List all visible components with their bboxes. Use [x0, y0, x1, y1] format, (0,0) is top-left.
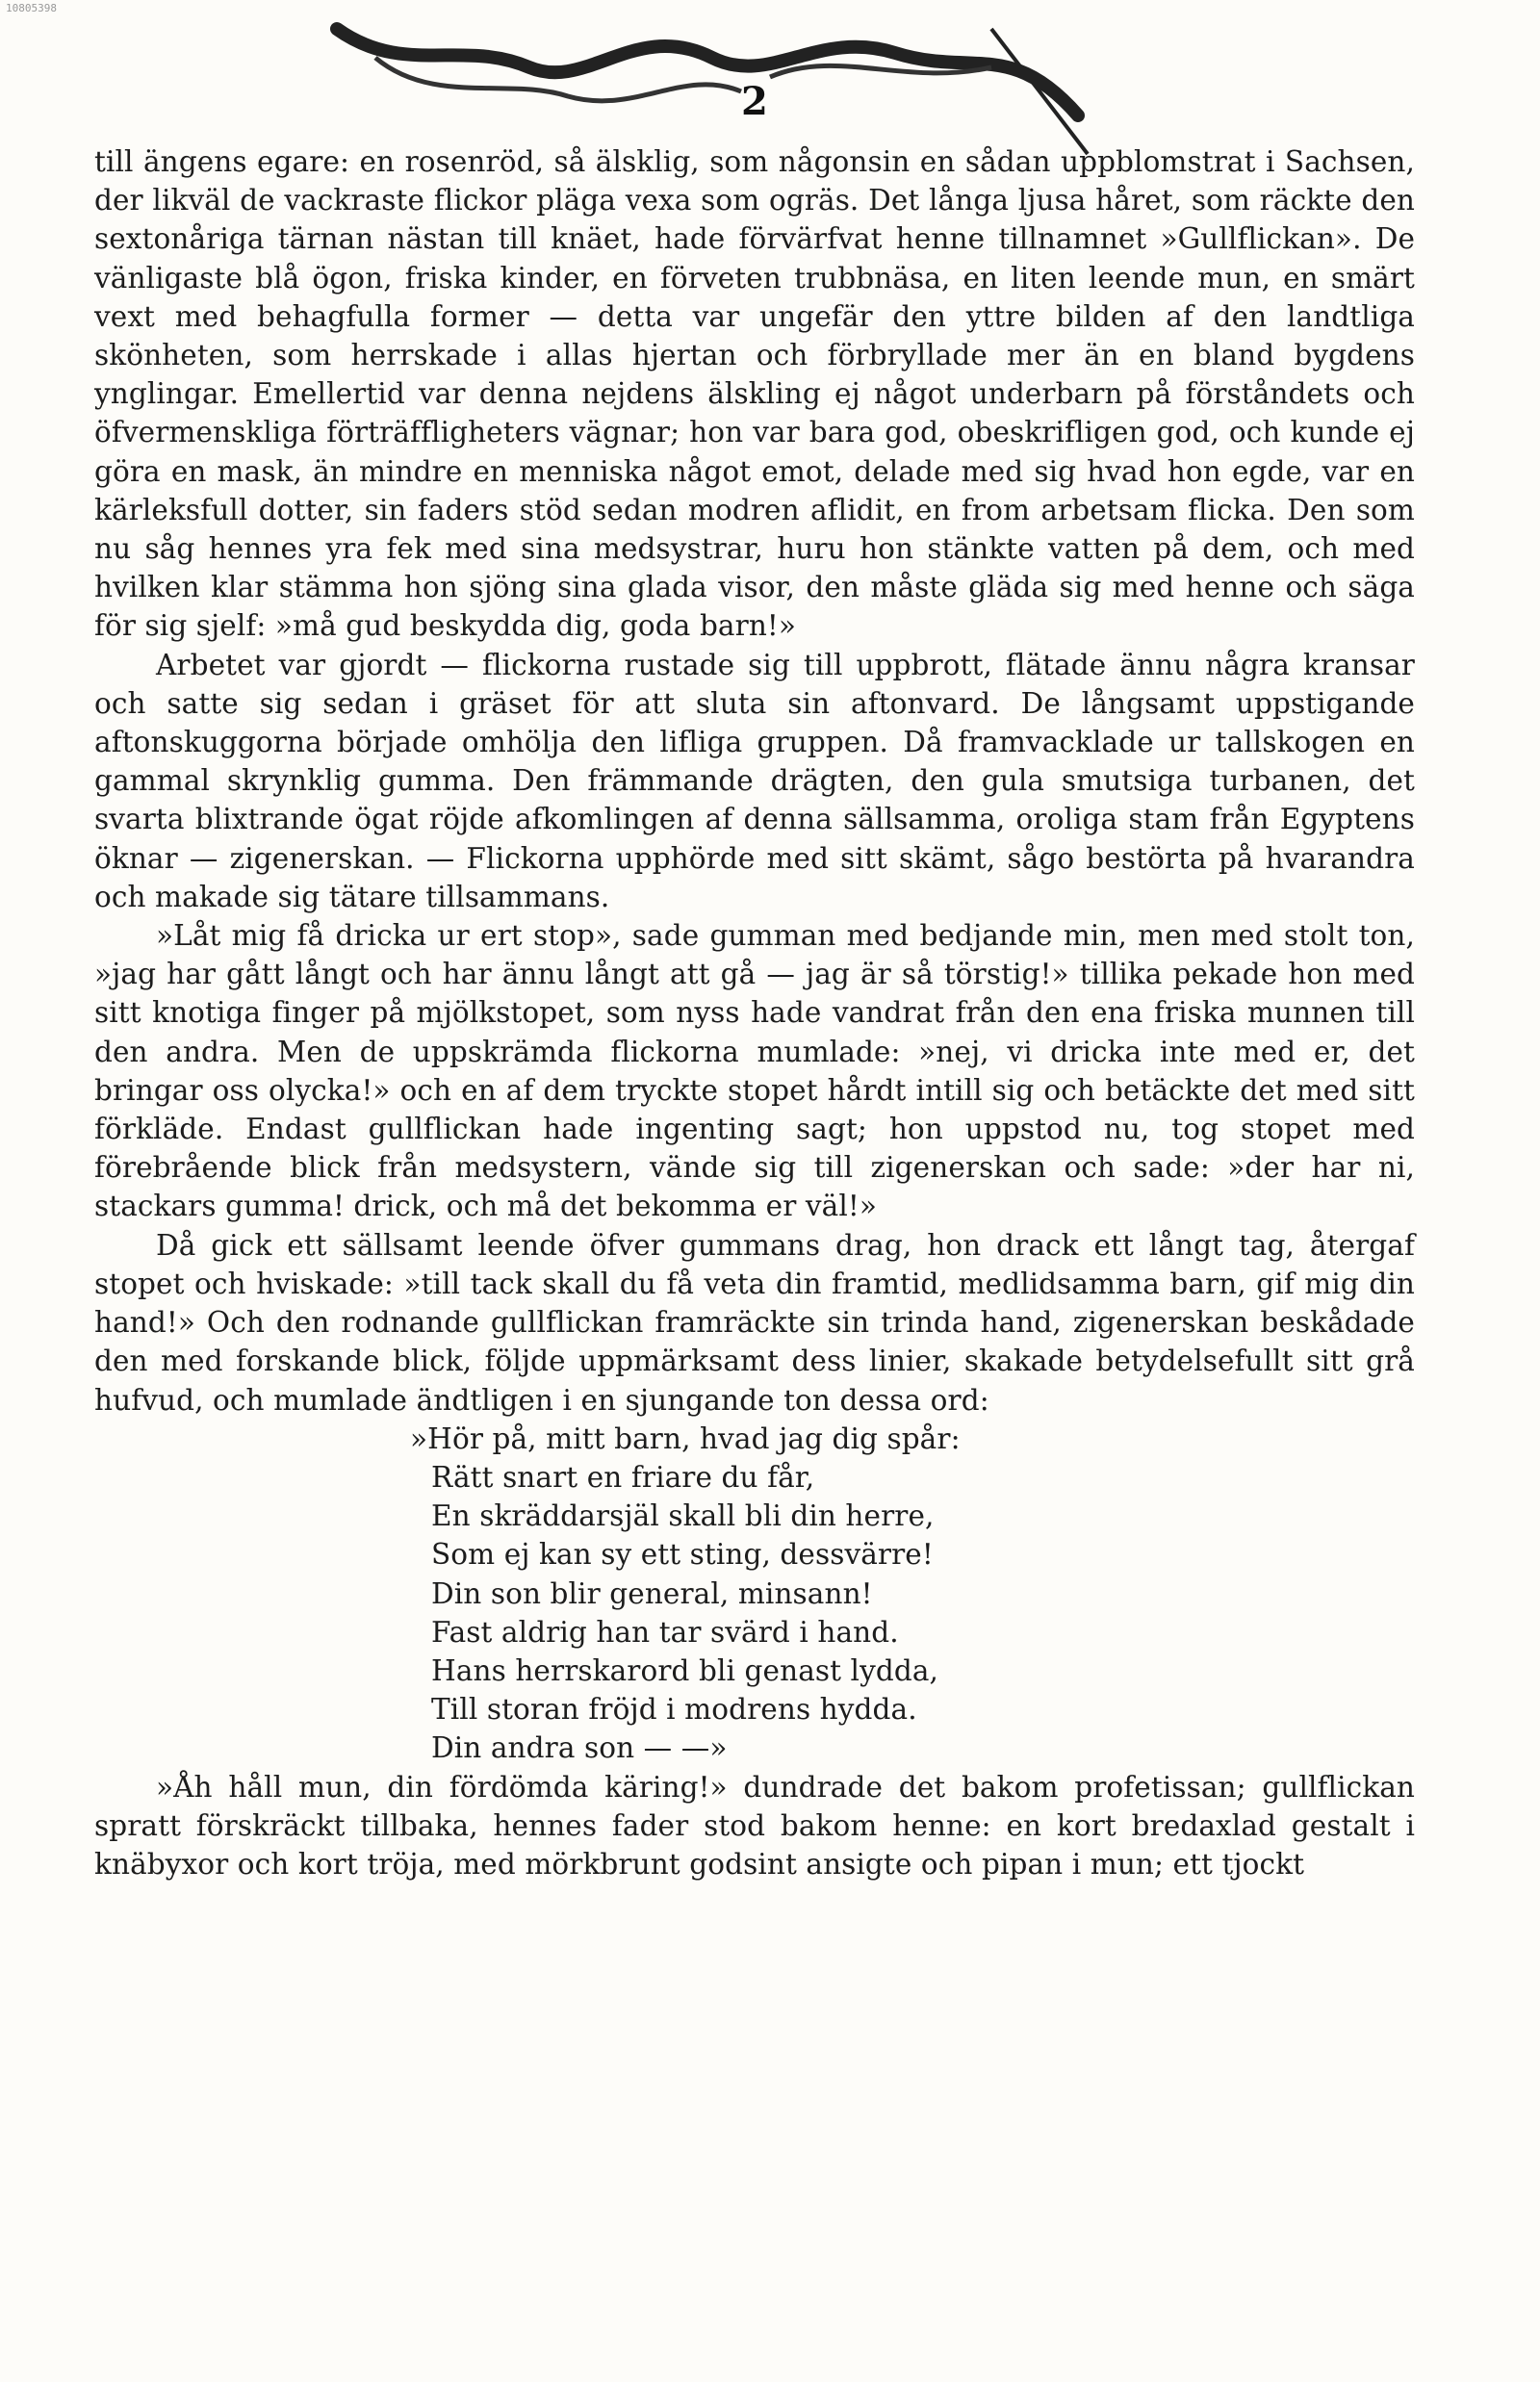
catalog-stamp: 10805398: [6, 2, 57, 14]
poem-line: Rätt snart en friare du får,: [431, 1460, 815, 1494]
poem-line: Som ej kan sy ett sting, dessvärre!: [431, 1538, 934, 1572]
poem-line: »Hör på, mitt barn, hvad jag dig spår:: [410, 1422, 961, 1455]
poem-line: Din andra son — —»: [431, 1731, 728, 1765]
poem-line: Fast aldrig han tar svärd i hand.: [431, 1615, 899, 1649]
poem-line: En skräddarsjäl skall bli din herre,: [431, 1499, 935, 1533]
poem: [410, 1420, 1415, 1768]
paragraph: Då gick ett sällsamt leende öfver gummans drag, hon drack ett långt tag, återgaf stopet och hviskade: »till tack skall du få veta din framtid, medlidsamma barn, gif mig din hand!» Och den rodnande gullflickan framräckte sin trinda hand, zigenerskan beskådade den med forskande blick, följde uppmärksamt dess linier, skakade betydelsefullt sitt grå hufvud, och mumlade ändtligen i en sjungande ton dessa ord:: [94, 1228, 1415, 1417]
page-number: 2: [741, 79, 768, 124]
poem-line: Till storan fröjd i modrens hydda.: [431, 1693, 917, 1727]
poem-line: Hans herrskarord bli genast lydda,: [431, 1653, 938, 1687]
paragraph: »Låt mig få dricka ur ert stop», sade gumman med bedjande min, men med stolt ton, »jag har gått långt och har ännu långt att gå — jag är så törstig!» tillika pekade hon med sitt knotiga finger på mjölkstopet, som nyss hade vandrat från den ena friska munnen till den andra. Men de uppskrämda flickorna mumlade: »nej, vi dricka inte med er, det bringar oss olycka!» och en af dem tryckte stopet hårdt intill sig och betäckte det med sitt förkläde. Endast gullflickan hade ingenting sagt; hon uppstod nu, tog stopet med förebrående blick från medsystern, vände sig till zigenerskan och sade: »der har ni, stackars gumma! drick, och må det bekomma er väl!»: [94, 919, 1415, 1223]
poem-line: Din son blir general, minsann!: [431, 1576, 873, 1610]
page-body: [94, 142, 1415, 1883]
paragraph: till ängens egare: en rosenröd, så älsklig, som någonsin en sådan uppblomstrat i Sachsen, der likväl de vackraste flickor pläga vexa som ogräs. Det långa ljusa håret, som räckte den sextonåriga tärnan nästan till knäet, hade förvärfvat henne tillnamnet »Gullflickan». De vänligaste blå ögon, friska kinder, en förveten trubbnäsa, en liten leende mun, en smärt vext med behagfulla former — detta var ungefär den yttre bilden af den landtliga skönheten, som herrskade i allas hjertan och förbryllade mer än en bland bygdens ynglingar. Emellertid var denna nejdens älskling ej något underbarn på förståndets och öfvermenskliga förträffligheters vägnar; hon var bara god, obeskrifligen god, och kunde ej göra en mask, än mindre en menniska något emot, delade med sig hvad hon egde, var en kärleksfull dotter, sin faders stöd sedan modren aflidit, en from arbetsam flicka. Den som nu såg hennes yra fek med sina medsystrar, huru hon stänkte vatten på dem, och med hvilken klar stämma hon sjöng sina glada visor, den måste gläda sig med henne och säga för sig sjelf: »må gud beskydda dig, goda barn!»: [94, 145, 1415, 643]
paragraph: »Åh håll mun, din fördömda käring!» dundrade det bakom profetissan; gullflickan spratt förskräckt tillbaka, hennes fader stod bakom henne: en kort bredaxlad gestalt i knäbyxor och kort tröja, med mörkbrunt godsint ansigte och pipan i mun; ett tjockt: [94, 1770, 1415, 1881]
header-ornament: [318, 0, 1107, 164]
paragraph: Arbetet var gjordt — flickorna rustade sig till uppbrott, flätade ännu några kransar och satte sig sedan i gräset för att sluta sin aftonvard. De långsamt uppstigande aftonskuggorna började omhölja den lifliga gruppen. Då framvacklade ur tallskogen en gammal skrynklig gumma. Den främmande drägten, den gula smutsiga turbanen, det svarta blixtrande ögat röjde afkomlingen af denna sällsamma, oroliga stam från Egyptens öknar — zigenerskan. — Flickorna upphörde med sitt skämt, sågo bestörta på hvarandra och makade sig tätare tillsammans.: [94, 648, 1415, 913]
